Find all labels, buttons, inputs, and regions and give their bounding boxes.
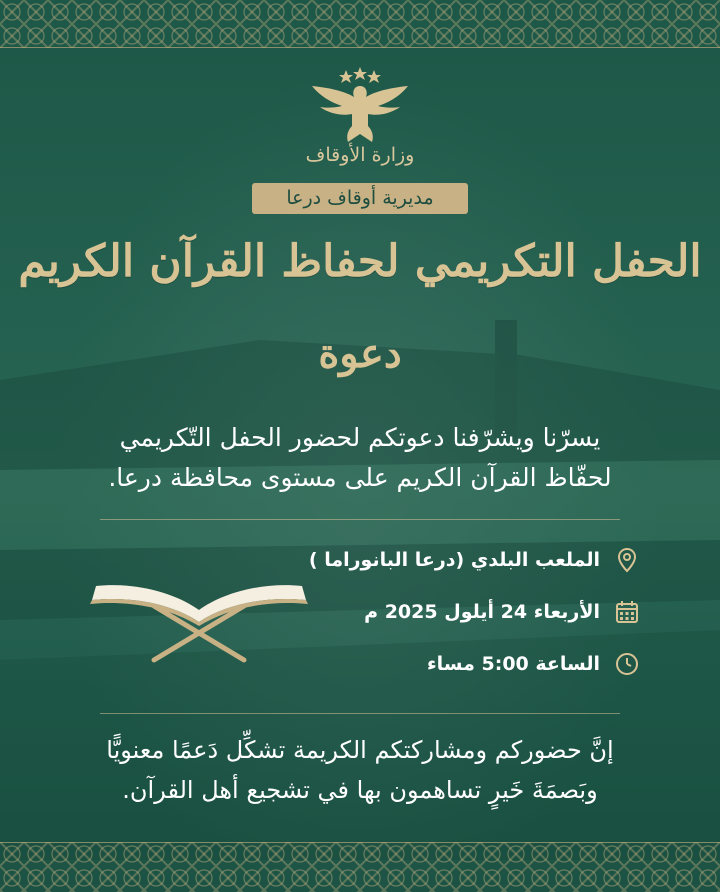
location-row	[300, 540, 640, 580]
closing-text	[60, 730, 660, 810]
date-text: الأربعاء 24 أيلول 2025 م	[364, 601, 600, 623]
time-row	[300, 644, 640, 684]
open-quran-icon	[84, 570, 314, 665]
time-text: الساعة 5:00 مساء	[426, 653, 600, 675]
eagle-emblem-icon	[306, 64, 414, 144]
invitation-word: دعوة	[318, 330, 402, 377]
date-row	[300, 592, 640, 632]
bottom-ornament-border	[0, 842, 720, 892]
intro-line-1: يسرّنا ويشرّفنا دعوتكم لحضور الحفل التّكريمي	[119, 423, 601, 452]
top-ornament-border	[0, 0, 720, 48]
divider-top	[100, 519, 620, 520]
divider-bottom	[100, 713, 620, 714]
clock-icon	[614, 651, 640, 677]
location-text: الملعب البلدي (درعا البانوراما )	[308, 549, 600, 571]
calendar-icon	[614, 599, 640, 625]
closing-line-2: وبَصمَةَ خَيرٍ تساهمون بها في تشجيع أهل القرآن.	[122, 776, 598, 804]
ministry-name: وزارة الأوقاف	[305, 144, 415, 166]
directorate-badge: مديرية أوقاف درعا	[252, 183, 468, 214]
intro-line-2: لحفّاظ القرآن الكريم على مستوى محافظة درعا.	[108, 463, 612, 492]
intro-text	[60, 418, 660, 498]
closing-line-1: إنَّ حضوركم ومشاركتكم الكريمة تشكِّل دَعمًا معنويًّا	[106, 736, 614, 764]
event-details	[300, 540, 640, 696]
location-pin-icon	[614, 547, 640, 573]
event-headline: الحفل التكريمي لحفاظ القرآن الكريم	[18, 236, 702, 287]
